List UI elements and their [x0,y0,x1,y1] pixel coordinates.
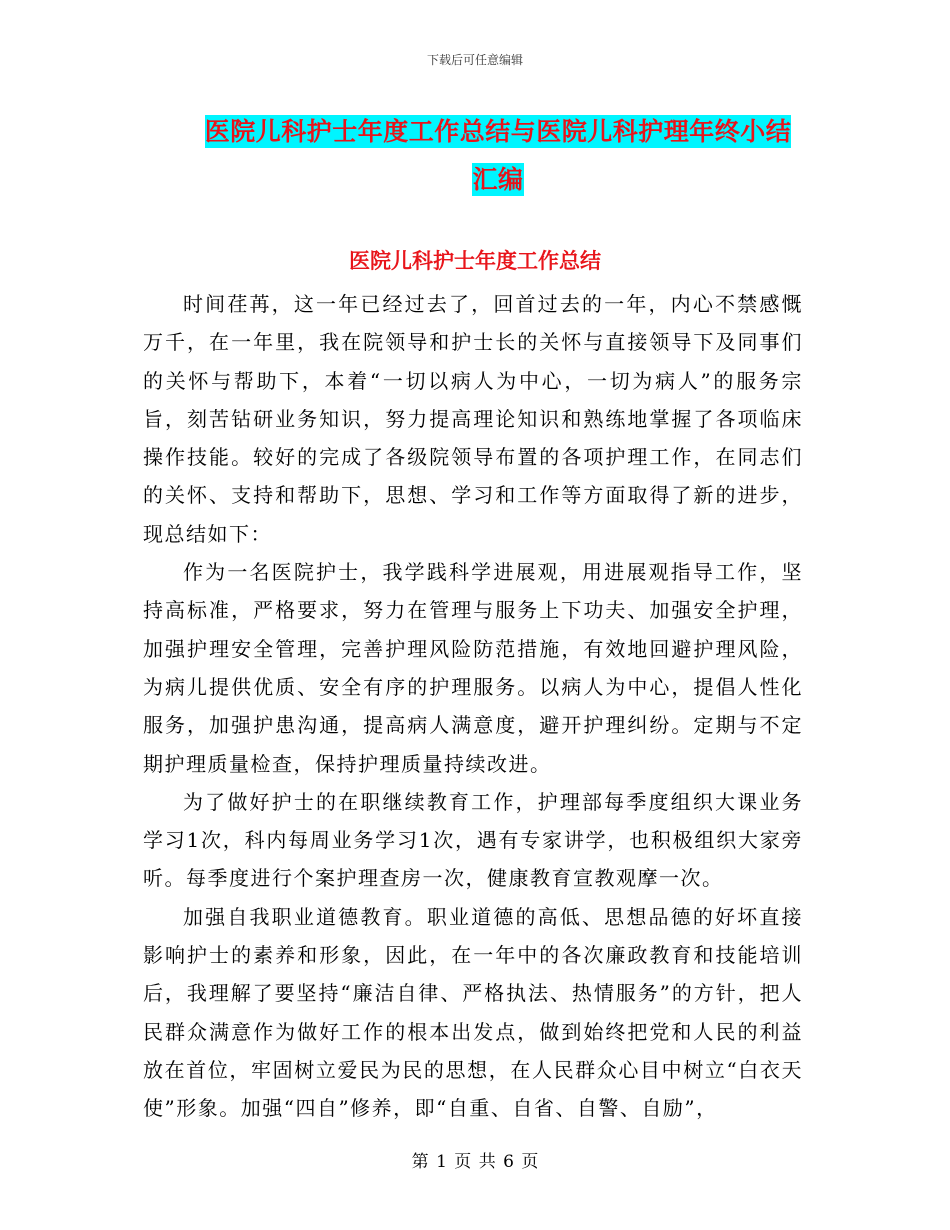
document-title-line1: 医院儿科护士年度工作总结与医院儿科护理年终小结 [204,117,792,146]
page-number: 第 1 页 共 6 页 [411,1152,539,1172]
paragraph-4: 加强自我职业道德教育。职业道德的高低、思想品德的好坏直接影响护士的素养和形象，因此，在一年中的各次廉政教育和技能培训后，我理解了要坚持“廉洁自律、严格执法、热情服务”的方针，把人民群众满意作为做好工作的根本出发点，做到始终把党和人民的利益放在首位，牢固树立爱民为民的思想，在人民群众心目中树立“白衣天使”形象。加强“四自”修养，即“自重、自省、自警、自励”， [143,904,803,1121]
section-title: 医院儿科护士年度工作总结 [349,248,601,273]
page-header-note: 下载后可任意编辑 [426,53,523,67]
document-title [192,108,804,204]
paragraph-2: 作为一名医院护士，我学践科学进展观，用进展观指导工作，坚持高标准，严格要求，努力在管理与服务上下功夫、加强安全护理，加强护理安全管理，完善护理风险防范措施，有效地回避护理风险，为病儿提供优质、安全有序的护理服务。以病人为中心，提倡人性化服务，加强护患沟通，提高病人满意度，避开护理纠纷。定期与不定期护理质量检查，保持护理质量持续改进。 [143,560,803,776]
paragraph-1: 时间荏苒，这一年已经过去了，回首过去的一年，内心不禁感慨万千，在一年里，我在院领导和护士长的关怀与直接领导下及同事们的关怀与帮助下，本着“一切以病人为中心，一切为病人”的服务宗旨，刻苦钻研业务知识，努力提高理论知识和熟练地掌握了各项临床操作技能。较好的完成了各级院领导布置的各项护理工作，在同志们的关怀、支持和帮助下，思想、学习和工作等方面取得了新的进步，现总结如下： [143,292,803,546]
document-title-line2: 汇编 [472,165,524,194]
paragraph-3: 为了做好护士的在职继续教育工作，护理部每季度组织大课业务学习1次，科内每周业务学习1次，遇有专家讲学，也积极组织大家旁听。每季度进行个案护理查房一次，健康教育宣教观摩一次。 [143,789,803,891]
document-body [143,285,803,1128]
